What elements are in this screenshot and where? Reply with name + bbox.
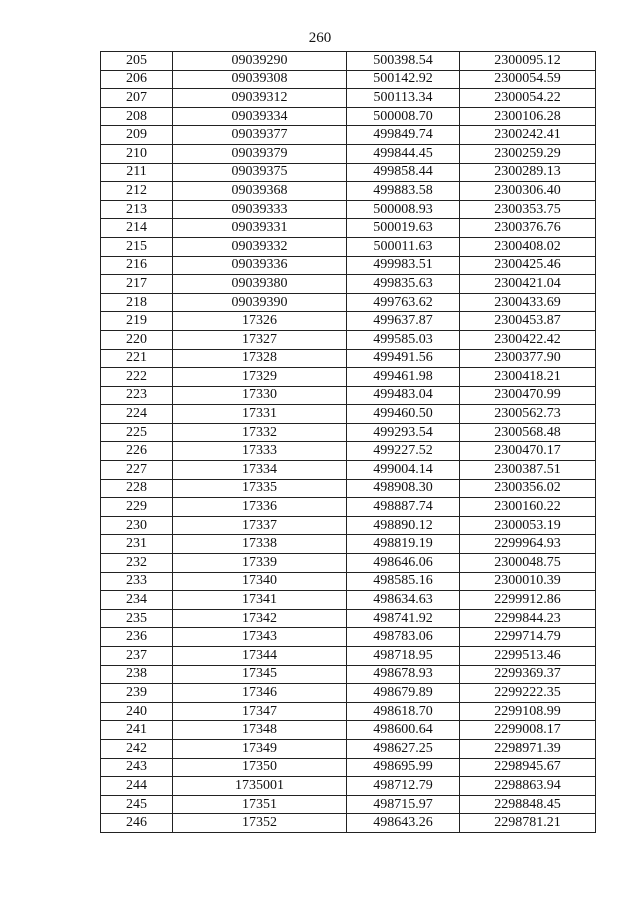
x-coordinate-cell: 499491.56 — [347, 349, 460, 368]
x-coordinate-cell: 498890.12 — [347, 516, 460, 535]
table-row — [101, 219, 596, 238]
table-row — [101, 89, 596, 108]
table-row — [101, 721, 596, 740]
table-row — [101, 554, 596, 573]
point-id-cell: 17326 — [173, 312, 347, 331]
table-row — [101, 461, 596, 480]
point-id-cell: 17332 — [173, 423, 347, 442]
y-coordinate-cell: 2300376.76 — [460, 219, 596, 238]
y-coordinate-cell: 2300160.22 — [460, 498, 596, 517]
row-number-cell: 219 — [101, 312, 173, 331]
point-id-cell: 09039379 — [173, 144, 347, 163]
row-number-cell: 233 — [101, 572, 173, 591]
y-coordinate-cell: 2298848.45 — [460, 795, 596, 814]
point-id-cell: 17336 — [173, 498, 347, 517]
point-id-cell: 17327 — [173, 330, 347, 349]
row-number-cell: 245 — [101, 795, 173, 814]
x-coordinate-cell: 498718.95 — [347, 647, 460, 666]
row-number-cell: 244 — [101, 777, 173, 796]
row-number-cell: 207 — [101, 89, 173, 108]
y-coordinate-cell: 2299912.86 — [460, 591, 596, 610]
y-coordinate-cell: 2298863.94 — [460, 777, 596, 796]
y-coordinate-cell: 2300421.04 — [460, 275, 596, 294]
table-row — [101, 368, 596, 387]
table-row — [101, 349, 596, 368]
row-number-cell: 224 — [101, 405, 173, 424]
x-coordinate-cell: 498715.97 — [347, 795, 460, 814]
row-number-cell: 217 — [101, 275, 173, 294]
row-number-cell: 237 — [101, 647, 173, 666]
row-number-cell: 210 — [101, 144, 173, 163]
y-coordinate-cell: 2300053.19 — [460, 516, 596, 535]
y-coordinate-cell: 2300289.13 — [460, 163, 596, 182]
point-id-cell: 09039390 — [173, 293, 347, 312]
y-coordinate-cell: 2300377.90 — [460, 349, 596, 368]
point-id-cell: 17343 — [173, 628, 347, 647]
y-coordinate-cell: 2298971.39 — [460, 739, 596, 758]
y-coordinate-cell: 2300242.41 — [460, 126, 596, 145]
x-coordinate-cell: 498600.64 — [347, 721, 460, 740]
row-number-cell: 230 — [101, 516, 173, 535]
row-number-cell: 211 — [101, 163, 173, 182]
point-id-cell: 09039331 — [173, 219, 347, 238]
y-coordinate-cell: 2299964.93 — [460, 535, 596, 554]
point-id-cell: 09039334 — [173, 107, 347, 126]
point-id-cell: 1735001 — [173, 777, 347, 796]
point-id-cell: 09039380 — [173, 275, 347, 294]
point-id-cell: 09039377 — [173, 126, 347, 145]
table-row — [101, 52, 596, 71]
table-row — [101, 200, 596, 219]
table-row — [101, 330, 596, 349]
x-coordinate-cell: 500019.63 — [347, 219, 460, 238]
row-number-cell: 216 — [101, 256, 173, 275]
y-coordinate-cell: 2300562.73 — [460, 405, 596, 424]
y-coordinate-cell: 2299222.35 — [460, 684, 596, 703]
y-coordinate-cell: 2300408.02 — [460, 237, 596, 256]
row-number-cell: 214 — [101, 219, 173, 238]
row-number-cell: 222 — [101, 368, 173, 387]
x-coordinate-cell: 499227.52 — [347, 442, 460, 461]
row-number-cell: 221 — [101, 349, 173, 368]
table-row — [101, 144, 596, 163]
x-coordinate-cell: 498783.06 — [347, 628, 460, 647]
point-id-cell: 17331 — [173, 405, 347, 424]
point-id-cell: 17342 — [173, 609, 347, 628]
y-coordinate-cell: 2300470.17 — [460, 442, 596, 461]
table-row — [101, 684, 596, 703]
row-number-cell: 236 — [101, 628, 173, 647]
row-number-cell: 212 — [101, 182, 173, 201]
table-row — [101, 126, 596, 145]
table-row — [101, 293, 596, 312]
row-number-cell: 209 — [101, 126, 173, 145]
row-number-cell: 205 — [101, 52, 173, 71]
table-body — [101, 52, 596, 833]
point-id-cell: 17338 — [173, 535, 347, 554]
point-id-cell: 09039308 — [173, 70, 347, 89]
y-coordinate-cell: 2300418.21 — [460, 368, 596, 387]
table-row — [101, 739, 596, 758]
point-id-cell: 17335 — [173, 479, 347, 498]
row-number-cell: 215 — [101, 237, 173, 256]
x-coordinate-cell: 500142.92 — [347, 70, 460, 89]
point-id-cell: 09039332 — [173, 237, 347, 256]
point-id-cell: 09039312 — [173, 89, 347, 108]
row-number-cell: 246 — [101, 814, 173, 833]
row-number-cell: 227 — [101, 461, 173, 480]
y-coordinate-cell: 2300470.99 — [460, 386, 596, 405]
point-id-cell: 17348 — [173, 721, 347, 740]
y-coordinate-cell: 2300095.12 — [460, 52, 596, 71]
table-row — [101, 442, 596, 461]
x-coordinate-cell: 499585.03 — [347, 330, 460, 349]
row-number-cell: 239 — [101, 684, 173, 703]
row-number-cell: 218 — [101, 293, 173, 312]
y-coordinate-cell: 2300054.22 — [460, 89, 596, 108]
point-id-cell: 17344 — [173, 647, 347, 666]
row-number-cell: 243 — [101, 758, 173, 777]
point-id-cell: 17350 — [173, 758, 347, 777]
table-row — [101, 777, 596, 796]
x-coordinate-cell: 498643.26 — [347, 814, 460, 833]
point-id-cell: 17349 — [173, 739, 347, 758]
x-coordinate-cell: 499763.62 — [347, 293, 460, 312]
point-id-cell: 17339 — [173, 554, 347, 573]
y-coordinate-cell: 2300422.42 — [460, 330, 596, 349]
point-id-cell: 09039336 — [173, 256, 347, 275]
x-coordinate-cell: 498741.92 — [347, 609, 460, 628]
point-id-cell: 17333 — [173, 442, 347, 461]
table-row — [101, 275, 596, 294]
y-coordinate-cell: 2299008.17 — [460, 721, 596, 740]
x-coordinate-cell: 498887.74 — [347, 498, 460, 517]
table-row — [101, 405, 596, 424]
table-row — [101, 107, 596, 126]
y-coordinate-cell: 2300106.28 — [460, 107, 596, 126]
x-coordinate-cell: 499637.87 — [347, 312, 460, 331]
table-row — [101, 516, 596, 535]
x-coordinate-cell: 498618.70 — [347, 702, 460, 721]
row-number-cell: 238 — [101, 665, 173, 684]
y-coordinate-cell: 2300054.59 — [460, 70, 596, 89]
point-id-cell: 17345 — [173, 665, 347, 684]
table-row — [101, 572, 596, 591]
y-coordinate-cell: 2299714.79 — [460, 628, 596, 647]
row-number-cell: 226 — [101, 442, 173, 461]
y-coordinate-cell: 2300568.48 — [460, 423, 596, 442]
y-coordinate-cell: 2298945.67 — [460, 758, 596, 777]
y-coordinate-cell: 2300010.39 — [460, 572, 596, 591]
point-id-cell: 17337 — [173, 516, 347, 535]
y-coordinate-cell: 2299108.99 — [460, 702, 596, 721]
x-coordinate-cell: 500398.54 — [347, 52, 460, 71]
point-id-cell: 17328 — [173, 349, 347, 368]
y-coordinate-cell: 2300425.46 — [460, 256, 596, 275]
table-row — [101, 182, 596, 201]
y-coordinate-cell: 2299844.23 — [460, 609, 596, 628]
row-number-cell: 213 — [101, 200, 173, 219]
x-coordinate-cell: 498695.99 — [347, 758, 460, 777]
point-id-cell: 09039375 — [173, 163, 347, 182]
table-row — [101, 702, 596, 721]
row-number-cell: 240 — [101, 702, 173, 721]
x-coordinate-cell: 498712.79 — [347, 777, 460, 796]
y-coordinate-cell: 2300433.69 — [460, 293, 596, 312]
table-row — [101, 423, 596, 442]
table-row — [101, 163, 596, 182]
y-coordinate-cell: 2300259.29 — [460, 144, 596, 163]
row-number-cell: 232 — [101, 554, 173, 573]
table-row — [101, 628, 596, 647]
table-row — [101, 498, 596, 517]
x-coordinate-cell: 499461.98 — [347, 368, 460, 387]
x-coordinate-cell: 500008.93 — [347, 200, 460, 219]
x-coordinate-cell: 500008.70 — [347, 107, 460, 126]
y-coordinate-cell: 2300356.02 — [460, 479, 596, 498]
x-coordinate-cell: 498585.16 — [347, 572, 460, 591]
row-number-cell: 235 — [101, 609, 173, 628]
x-coordinate-cell: 498646.06 — [347, 554, 460, 573]
page-number: 260 — [308, 30, 332, 46]
point-id-cell: 17334 — [173, 461, 347, 480]
x-coordinate-cell: 498908.30 — [347, 479, 460, 498]
y-coordinate-cell: 2299513.46 — [460, 647, 596, 666]
x-coordinate-cell: 499844.45 — [347, 144, 460, 163]
table-row — [101, 609, 596, 628]
row-number-cell: 241 — [101, 721, 173, 740]
row-number-cell: 208 — [101, 107, 173, 126]
row-number-cell: 229 — [101, 498, 173, 517]
x-coordinate-cell: 499883.58 — [347, 182, 460, 201]
point-id-cell: 09039290 — [173, 52, 347, 71]
table-row — [101, 386, 596, 405]
row-number-cell: 206 — [101, 70, 173, 89]
x-coordinate-cell: 500011.63 — [347, 237, 460, 256]
x-coordinate-cell: 499460.50 — [347, 405, 460, 424]
x-coordinate-cell: 499983.51 — [347, 256, 460, 275]
x-coordinate-cell: 499483.04 — [347, 386, 460, 405]
x-coordinate-cell: 499858.44 — [347, 163, 460, 182]
x-coordinate-cell: 498627.25 — [347, 739, 460, 758]
table-row — [101, 256, 596, 275]
table-row — [101, 237, 596, 256]
x-coordinate-cell: 499835.63 — [347, 275, 460, 294]
point-id-cell: 17347 — [173, 702, 347, 721]
table-row — [101, 312, 596, 331]
y-coordinate-cell: 2298781.21 — [460, 814, 596, 833]
point-id-cell: 17351 — [173, 795, 347, 814]
table-row — [101, 535, 596, 554]
y-coordinate-cell: 2299369.37 — [460, 665, 596, 684]
table-row — [101, 795, 596, 814]
y-coordinate-cell: 2300453.87 — [460, 312, 596, 331]
table-row — [101, 758, 596, 777]
table-row — [101, 591, 596, 610]
x-coordinate-cell: 498634.63 — [347, 591, 460, 610]
row-number-cell: 234 — [101, 591, 173, 610]
x-coordinate-cell: 498678.93 — [347, 665, 460, 684]
point-id-cell: 17330 — [173, 386, 347, 405]
x-coordinate-cell: 498819.19 — [347, 535, 460, 554]
table-row — [101, 647, 596, 666]
y-coordinate-cell: 2300353.75 — [460, 200, 596, 219]
point-id-cell: 17329 — [173, 368, 347, 387]
point-id-cell: 17340 — [173, 572, 347, 591]
point-id-cell: 09039368 — [173, 182, 347, 201]
point-id-cell: 17352 — [173, 814, 347, 833]
table-row — [101, 479, 596, 498]
coordinates-table — [100, 51, 596, 833]
y-coordinate-cell: 2300387.51 — [460, 461, 596, 480]
row-number-cell: 228 — [101, 479, 173, 498]
point-id-cell: 09039333 — [173, 200, 347, 219]
table-row — [101, 70, 596, 89]
row-number-cell: 220 — [101, 330, 173, 349]
x-coordinate-cell: 499849.74 — [347, 126, 460, 145]
row-number-cell: 231 — [101, 535, 173, 554]
table-row — [101, 665, 596, 684]
x-coordinate-cell: 498679.89 — [347, 684, 460, 703]
table-row — [101, 814, 596, 833]
y-coordinate-cell: 2300306.40 — [460, 182, 596, 201]
x-coordinate-cell: 499004.14 — [347, 461, 460, 480]
point-id-cell: 17341 — [173, 591, 347, 610]
x-coordinate-cell: 500113.34 — [347, 89, 460, 108]
row-number-cell: 242 — [101, 739, 173, 758]
y-coordinate-cell: 2300048.75 — [460, 554, 596, 573]
row-number-cell: 223 — [101, 386, 173, 405]
x-coordinate-cell: 499293.54 — [347, 423, 460, 442]
point-id-cell: 17346 — [173, 684, 347, 703]
row-number-cell: 225 — [101, 423, 173, 442]
